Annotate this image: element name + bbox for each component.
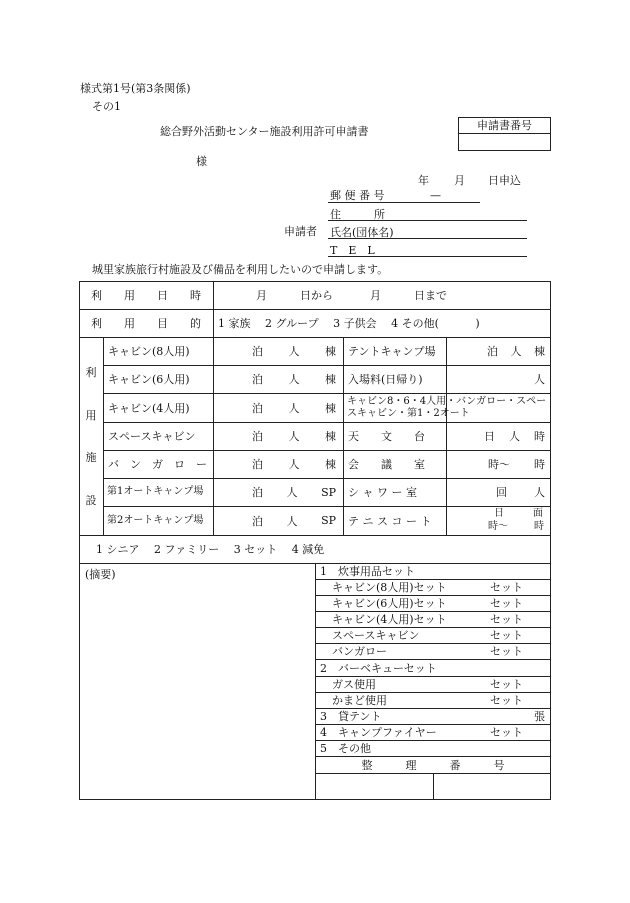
facility-auto-camp-2: 第2オートキャンプ場 [107, 514, 204, 526]
facilities-side-label: 利 用 施 設 [85, 365, 97, 508]
date-year: 年 [418, 174, 429, 187]
facility-cabin-4: キャビン(4人用) [108, 401, 190, 415]
facility-tent-camp-units[interactable]: 泊 人 棟 [487, 345, 545, 358]
equipment-rental-tent: 3 貸テント [320, 710, 382, 723]
dates-month-to: 月 [370, 289, 381, 302]
name-label: 氏名(団体名) [330, 226, 394, 239]
equipment-cabin-4-set: キャビン(4人用)セット [332, 613, 447, 626]
address-field[interactable] [328, 220, 527, 221]
tennis-time-from: 時～ [488, 521, 508, 532]
facility-cabin-6: キャビン(6人用) [108, 373, 190, 386]
facility-auto-camp-1-units[interactable]: 泊 人 SP [252, 485, 336, 499]
applicant-label: 申請者 [284, 225, 317, 238]
tennis-time-to: 時 [534, 521, 544, 532]
summary-label: (摘要) [85, 568, 116, 581]
form-sub-number: その1 [92, 100, 121, 113]
facility-day-admission-units[interactable]: 人 [534, 373, 545, 386]
facility-observatory: 天 文 台 [348, 430, 425, 443]
dates-day-to: 日まで [414, 289, 447, 302]
facility-auto-camp-2-units[interactable]: 泊 人 SP [252, 514, 336, 528]
equipment-gas-unit[interactable]: セット [490, 678, 523, 691]
facility-cabin-8: キャビン(8人用) [108, 345, 190, 358]
tel-label: T E L [330, 244, 375, 257]
postal-code-field[interactable] [328, 202, 480, 203]
facility-day-admission: 入場料(日帰り) [348, 373, 423, 386]
equipment-space-cabin-set: スペースキャビン [332, 629, 420, 642]
address-label: 住 所 [330, 208, 385, 221]
equipment-cabin-8-set-unit[interactable]: セット [490, 581, 523, 594]
equipment-bungalow-set: バンガロー [332, 645, 387, 658]
equipment-campfire: 4 キャンプファイヤー [320, 726, 437, 739]
equipment-campfire-unit[interactable]: セット [490, 726, 523, 739]
equipment-cabin-6-set-unit[interactable]: セット [490, 597, 523, 610]
equipment-kamado-unit[interactable]: セット [490, 694, 523, 707]
reference-number-field-1[interactable] [316, 774, 432, 799]
tennis-court-count: 面 [533, 508, 543, 519]
equipment-kamado: かまど使用 [332, 694, 387, 707]
dates-month-from: 月 [256, 289, 267, 302]
equipment-space-cabin-set-unit[interactable]: セット [490, 629, 523, 642]
equipment-cabin-8-set: キャビン(8人用)セット [332, 581, 447, 594]
addressee-sama: 様 [196, 155, 207, 168]
usage-purpose-label: 利 用 目 的 [91, 317, 201, 330]
facility-bungalow: バ ン ガ ロ ー [108, 458, 207, 471]
discount-options[interactable]: 1 シニア 2 ファミリー 3 セット 4 減免 [96, 543, 325, 556]
usage-dates-label: 利 用 日 時 [91, 289, 201, 302]
intro-text: 城里家族旅行村施設及び備品を利用したいので申請します。 [92, 263, 389, 276]
reference-number-label: 整 理 番 号 [361, 758, 505, 772]
facility-shower-room: シ ャ ワ ー 室 [348, 486, 417, 499]
facility-cabin-6-units[interactable]: 泊 人 棟 [252, 373, 336, 386]
dates-day-from: 日から [300, 289, 333, 302]
date-month: 月 [454, 174, 465, 187]
equipment-other: 5 その他 [320, 742, 371, 755]
equipment-bungalow-set-unit[interactable]: セット [490, 645, 523, 658]
page-title: 総合野外活動センター施設利用許可申請書 [160, 125, 369, 138]
equipment-cabin-6-set: キャビン(6人用)セット [332, 597, 447, 610]
postal-code-dash: — [430, 189, 441, 202]
facility-observatory-units[interactable]: 日 人 時 [484, 430, 545, 443]
facility-cabin-4-units[interactable]: 泊 人 棟 [252, 401, 336, 415]
facility-bungalow-units[interactable]: 泊 人 棟 [252, 458, 336, 471]
summary-field[interactable] [80, 582, 314, 799]
facility-space-cabin: スペースキャビン [108, 430, 196, 443]
facility-shower-room-units[interactable]: 回 人 [496, 486, 545, 499]
facility-tent-camp: テントキャンプ場 [348, 345, 436, 358]
equipment-bbq-set: 2 バーベキューセット [320, 661, 437, 675]
facility-meeting-room-units[interactable]: 時～ 時 [488, 458, 545, 471]
equipment-rental-tent-unit[interactable]: 張 [534, 710, 545, 723]
usage-dates-field[interactable] [214, 282, 550, 308]
facility-cabin-note: キャビン8・6・4人用・バンガロー・スペースキャビン・第1・2オート [347, 396, 547, 419]
form-number: 様式第1号(第3条関係) [80, 82, 191, 95]
equipment-cooking-set: 1 炊事用品セット [320, 565, 415, 578]
reference-number-field-2[interactable] [434, 774, 550, 799]
usage-purpose-options[interactable]: 1 家族 2 グループ 3 子供会 4 その他( ) [218, 317, 480, 330]
tel-field[interactable] [328, 256, 527, 257]
facility-auto-camp-1: 第1オートキャンプ場 [107, 486, 204, 498]
application-number-field[interactable] [459, 134, 550, 150]
date-day-applied: 日申込 [488, 174, 521, 187]
facility-tennis-court: テ ニ ス コ ー ト [348, 514, 432, 528]
equipment-cabin-4-set-unit[interactable]: セット [490, 613, 523, 626]
facility-meeting-room: 会 議 室 [348, 458, 425, 471]
equipment-gas: ガス使用 [332, 678, 376, 691]
postal-code-label: 郵 便 番 号 [330, 189, 385, 202]
facility-cabin-8-units[interactable]: 泊 人 棟 [252, 345, 336, 358]
name-field[interactable] [328, 238, 527, 239]
application-number-label: 申請書番号 [477, 119, 532, 132]
tennis-day: 日 [494, 508, 504, 519]
facility-space-cabin-units[interactable]: 泊 人 棟 [252, 430, 336, 443]
